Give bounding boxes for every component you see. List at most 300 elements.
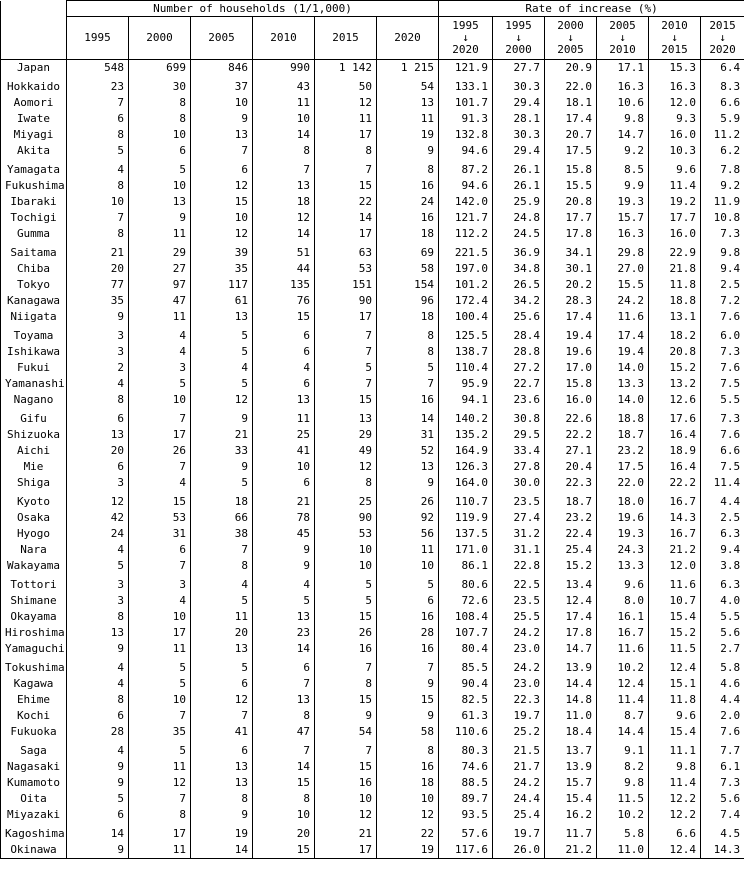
households-cell: 11 [129,842,191,859]
households-cell: 15 [377,692,439,708]
rate-cell: 22.4 [545,526,597,542]
rate-cell: 142.0 [439,194,493,210]
households-cell: 14 [377,408,439,427]
households-cell: 14 [253,641,315,657]
households-cell: 9 [377,676,439,692]
rate-cell: 135.2 [439,427,493,443]
rate-cell: 90.4 [439,676,493,692]
households-cell: 13 [377,95,439,111]
prefecture-name: Miyagi [1,127,67,143]
rate-cell: 34.1 [545,242,597,261]
rate-cell: 18.1 [545,95,597,111]
rate-cell: 8.5 [597,159,649,178]
rate-cell: 11.4 [649,178,701,194]
rate-cell: 27.4 [493,510,545,526]
households-cell: 14 [315,210,377,226]
rate-cell: 19.4 [545,325,597,344]
year-header: 2020 [377,17,439,60]
households-cell: 51 [253,242,315,261]
prefecture-name: Okinawa [1,842,67,859]
households-cell: 21 [253,491,315,510]
period-from: 2010 [661,19,688,32]
households-cell: 5 [129,740,191,759]
rate-cell: 80.3 [439,740,493,759]
households-cell: 19 [377,842,439,859]
households-cell: 61 [191,293,253,309]
rate-cell: 72.6 [439,593,493,609]
households-cell: 31 [129,526,191,542]
households-cell: 13 [191,127,253,143]
rate-cell: 22.0 [545,76,597,95]
rate-cell: 13.9 [545,657,597,676]
rate-cell: 110.6 [439,724,493,740]
households-cell: 5 [253,593,315,609]
rate-cell: 12.2 [649,807,701,823]
table-row [1,823,744,842]
households-cell: 2 [67,360,129,376]
rate-cell: 172.4 [439,293,493,309]
table-row [1,76,744,95]
rate-cell: 30.3 [493,127,545,143]
households-cell: 10 [129,692,191,708]
rate-cell: 4.5 [701,823,744,842]
rate-cell: 7.2 [701,293,744,309]
prefecture-name: Tochigi [1,210,67,226]
rate-cell: 7.5 [701,376,744,392]
households-cell: 5 [191,376,253,392]
households-cell: 38 [191,526,253,542]
households-cell: 96 [377,293,439,309]
rate-cell: 14.7 [545,641,597,657]
households-cell: 151 [315,277,377,293]
rate-cell: 19.2 [649,194,701,210]
rate-cell: 7.8 [701,159,744,178]
rate-cell: 22.6 [545,408,597,427]
rate-cell: 17.4 [545,309,597,325]
prefecture-name: Kumamoto [1,775,67,791]
rate-cell: 17.5 [545,143,597,159]
households-cell: 9 [191,459,253,475]
rate-cell: 14.0 [597,392,649,408]
households-cell: 10 [129,392,191,408]
rate-cell: 17.4 [545,609,597,625]
prefecture-name: Yamaguchi [1,641,67,657]
rate-cell: 15.2 [649,360,701,376]
rate-cell: 197.0 [439,261,493,277]
table-row [1,724,744,740]
households-cell: 8 [67,127,129,143]
rate-cell: 10.7 [649,593,701,609]
households-cell: 15 [315,692,377,708]
year-header: 2000 [129,17,191,60]
rate-cell: 19.6 [545,344,597,360]
households-cell: 9 [191,408,253,427]
rate-cell: 28.3 [545,293,597,309]
rate-cell: 171.0 [439,542,493,558]
households-cell: 15 [253,309,315,325]
households-cell: 5 [67,558,129,574]
rate-cell: 87.2 [439,159,493,178]
rate-cell: 24.8 [493,210,545,226]
prefecture-name: Fukuoka [1,724,67,740]
rate-cell: 15.3 [649,60,701,77]
households-cell: 18 [377,775,439,791]
rate-cell: 18.0 [597,491,649,510]
households-cell: 8 [377,325,439,344]
households-cell: 13 [253,178,315,194]
rate-cell: 6.3 [701,574,744,593]
prefecture-name: Nagasaki [1,759,67,775]
rate-cell: 13.4 [545,574,597,593]
rate-cell: 24.2 [493,775,545,791]
rate-cell: 11.8 [649,277,701,293]
households-cell: 16 [315,641,377,657]
prefecture-name: Saga [1,740,67,759]
households-cell: 8 [129,111,191,127]
table-row [1,392,744,408]
households-cell: 4 [129,475,191,491]
households-cell: 20 [67,443,129,459]
rate-cell: 15.8 [545,159,597,178]
table-row [1,178,744,194]
households-cell: 7 [315,344,377,360]
households-cell: 1 215 [377,60,439,77]
households-cell: 3 [67,325,129,344]
period-header [545,17,597,60]
prefecture-name: Ehime [1,692,67,708]
prefecture-name: Iwate [1,111,67,127]
rate-cell: 94.6 [439,178,493,194]
rate-cell: 23.6 [493,392,545,408]
households-cell: 7 [315,159,377,178]
households-cell: 8 [253,708,315,724]
households-cell: 4 [129,344,191,360]
households-cell: 9 [377,143,439,159]
rate-cell: 23.0 [493,641,545,657]
rate-cell: 16.0 [649,226,701,242]
rate-cell: 22.2 [649,475,701,491]
households-cell: 5 [315,574,377,593]
rate-cell: 27.0 [597,261,649,277]
rate-cell: 15.5 [597,277,649,293]
households-cell: 18 [377,309,439,325]
rate-cell: 28.4 [493,325,545,344]
rate-cell: 125.5 [439,325,493,344]
households-cell: 6 [67,111,129,127]
rate-cell: 17.8 [545,625,597,641]
households-cell: 10 [129,127,191,143]
period-header [597,17,649,60]
rate-cell: 24.3 [597,542,649,558]
households-cell: 9 [191,807,253,823]
households-cell: 13 [377,459,439,475]
rate-cell: 14.7 [597,127,649,143]
rate-cell: 7.6 [701,309,744,325]
table-row [1,657,744,676]
households-cell: 11 [253,408,315,427]
prefecture-name: Shiga [1,475,67,491]
rate-cell: 7.3 [701,226,744,242]
households-cell: 4 [67,542,129,558]
rate-cell: 16.1 [597,609,649,625]
rate-cell: 11.6 [597,641,649,657]
households-cell: 13 [191,759,253,775]
households-cell: 17 [129,625,191,641]
table-row [1,676,744,692]
rate-cell: 7.4 [701,807,744,823]
table-header [1,1,744,60]
households-cell: 5 [191,344,253,360]
households-cell: 16 [377,609,439,625]
rate-cell: 10.2 [597,807,649,823]
households-cell: 4 [253,574,315,593]
households-cell: 16 [377,759,439,775]
rate-cell: 12.4 [649,657,701,676]
households-cell: 19 [191,823,253,842]
households-cell: 12 [67,491,129,510]
households-cell: 154 [377,277,439,293]
households-cell: 14 [67,823,129,842]
table-row [1,325,744,344]
rate-cell: 9.4 [701,261,744,277]
rate-cell: 23.2 [597,443,649,459]
rate-cell: 12.0 [649,95,701,111]
households-cell: 9 [253,542,315,558]
households-cell: 11 [129,759,191,775]
households-cell: 26 [377,491,439,510]
table-row [1,376,744,392]
households-cell: 3 [129,360,191,376]
rate-cell: 22.9 [649,242,701,261]
households-cell: 7 [129,708,191,724]
prefecture-name: Aomori [1,95,67,111]
rate-cell: 18.2 [649,325,701,344]
households-cell: 10 [315,791,377,807]
rate-cell: 5.6 [701,625,744,641]
table-row [1,443,744,459]
rate-cell: 9.2 [597,143,649,159]
rate-cell: 110.7 [439,491,493,510]
households-cell: 20 [253,823,315,842]
rate-cell: 11.6 [597,309,649,325]
households-cell: 14 [253,127,315,143]
households-cell: 63 [315,242,377,261]
rate-cell: 85.5 [439,657,493,676]
rate-cell: 18.7 [545,491,597,510]
households-cell: 7 [129,791,191,807]
rate-cell: 28.8 [493,344,545,360]
households-cell: 8 [67,392,129,408]
households-cell: 7 [67,95,129,111]
households-cell: 6 [377,593,439,609]
rate-cell: 24.5 [493,226,545,242]
period-to: 2015 [661,43,688,56]
households-cell: 12 [191,692,253,708]
table-row [1,641,744,657]
rate-cell: 11.9 [701,194,744,210]
rate-cell: 17.8 [545,226,597,242]
households-cell: 25 [253,427,315,443]
rate-cell: 6.3 [701,526,744,542]
rate-cell: 23.5 [493,593,545,609]
households-cell: 13 [253,609,315,625]
households-cell: 3 [129,574,191,593]
rate-cell: 94.6 [439,143,493,159]
prefecture-name: Shizuoka [1,427,67,443]
households-cell: 16 [377,210,439,226]
prefecture-name: Fukui [1,360,67,376]
rate-cell: 16.7 [597,625,649,641]
households-cell: 6 [253,344,315,360]
period-to: 2020 [452,43,479,56]
households-cell: 8 [191,558,253,574]
rate-cell: 22.0 [597,475,649,491]
rate-cell: 15.4 [649,609,701,625]
households-cell: 6 [129,143,191,159]
rate-cell: 34.8 [493,261,545,277]
households-cell: 43 [253,76,315,95]
table-row [1,759,744,775]
households-cell: 42 [67,510,129,526]
rate-cell: 19.3 [597,526,649,542]
households-cell: 15 [315,759,377,775]
households-cell: 78 [253,510,315,526]
prefecture-name: Toyama [1,325,67,344]
prefecture-name: Hokkaido [1,76,67,95]
households-cell: 49 [315,443,377,459]
households-cell: 9 [315,708,377,724]
households-cell: 54 [315,724,377,740]
households-cell: 8 [253,791,315,807]
rate-cell: 19.7 [493,708,545,724]
rate-cell: 15.2 [545,558,597,574]
table-row [1,360,744,376]
households-cell: 7 [253,676,315,692]
rate-cell: 74.6 [439,759,493,775]
households-cell: 6 [253,657,315,676]
rate-cell: 5.6 [701,791,744,807]
households-cell: 12 [191,226,253,242]
households-cell: 9 [67,842,129,859]
rate-cell: 14.8 [545,692,597,708]
prefecture-name: Kanagawa [1,293,67,309]
rate-cell: 17.0 [545,360,597,376]
rate-cell: 13.7 [545,740,597,759]
households-cell: 8 [315,475,377,491]
rate-cell: 10.8 [701,210,744,226]
households-cell: 15 [315,178,377,194]
households-cell: 18 [191,491,253,510]
rate-cell: 11.2 [701,127,744,143]
households-cell: 9 [377,708,439,724]
rate-cell: 21.7 [493,759,545,775]
rate-cell: 25.5 [493,609,545,625]
rate-cell: 13.9 [545,759,597,775]
households-cell: 6 [67,408,129,427]
rate-cell: 119.9 [439,510,493,526]
period-header [649,17,701,60]
rate-cell: 82.5 [439,692,493,708]
rate-cell: 112.2 [439,226,493,242]
households-cell: 90 [315,510,377,526]
rate-cell: 29.5 [493,427,545,443]
households-cell: 3 [67,574,129,593]
rate-cell: 101.2 [439,277,493,293]
households-cell: 8 [67,609,129,625]
households-cell: 10 [315,558,377,574]
rate-cell: 11.5 [649,641,701,657]
rate-cell: 31.2 [493,526,545,542]
rate-cell: 5.8 [701,657,744,676]
households-cell: 13 [67,427,129,443]
households-cell: 19 [377,127,439,143]
rate-cell: 2.5 [701,277,744,293]
households-cell: 6 [191,740,253,759]
rate-cell: 26.1 [493,159,545,178]
households-cell: 13 [129,194,191,210]
rate-cell: 11.4 [597,692,649,708]
table-row [1,261,744,277]
households-cell: 10 [129,178,191,194]
rate-cell: 26.5 [493,277,545,293]
households-cell: 13 [191,775,253,791]
prefecture-name: Tokyo [1,277,67,293]
rate-cell: 95.9 [439,376,493,392]
rate-cell: 15.4 [545,791,597,807]
rate-cell: 17.1 [597,60,649,77]
rate-cell: 164.0 [439,475,493,491]
rate-cell: 137.5 [439,526,493,542]
prefecture-name: Okayama [1,609,67,625]
households-cell: 10 [67,194,129,210]
households-cell: 54 [377,76,439,95]
households-cell: 35 [129,724,191,740]
rate-cell: 4.4 [701,491,744,510]
prefecture-name: Shimane [1,593,67,609]
rate-cell: 10.6 [597,95,649,111]
households-cell: 8 [129,95,191,111]
prefecture-name: Chiba [1,261,67,277]
table-body [1,60,744,859]
households-cell: 7 [377,376,439,392]
households-cell: 53 [129,510,191,526]
table-row [1,807,744,823]
households-cell: 5 [191,657,253,676]
households-cell: 44 [253,261,315,277]
rate-cell: 6.4 [701,60,744,77]
prefecture-name: Kyoto [1,491,67,510]
table-row [1,708,744,724]
households-cell: 28 [377,625,439,641]
rate-cell: 9.8 [597,111,649,127]
rate-cell: 11.7 [545,823,597,842]
table-row [1,242,744,261]
households-cell: 47 [129,293,191,309]
rate-cell: 80.4 [439,641,493,657]
households-cell: 11 [377,542,439,558]
households-cell: 8 [67,178,129,194]
households-cell: 56 [377,526,439,542]
period-header [701,17,744,60]
rate-cell: 17.4 [597,325,649,344]
down-arrow-icon: ↓ [462,31,469,44]
rate-cell: 30.8 [493,408,545,427]
rate-cell: 23.0 [493,676,545,692]
rate-cell: 7.5 [701,459,744,475]
rate-cell: 4.6 [701,676,744,692]
households-cell: 23 [253,625,315,641]
rate-cell: 16.3 [597,226,649,242]
